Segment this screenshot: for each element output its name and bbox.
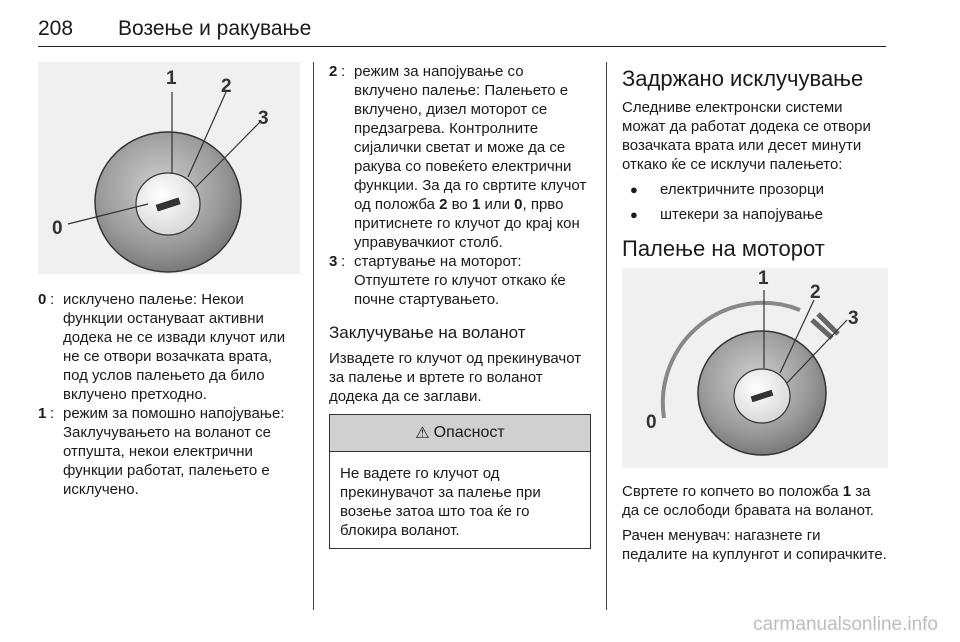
engine-start-text-2: Рачен менувач: нагазнете ги педалите на куплунгот и сопирачките. <box>622 527 887 563</box>
position-key: 1 <box>38 405 47 422</box>
retained-power-text: Следниве електронски системи можат да работат додека се отвори возачката врата или десет минути откако ќе се исклучи палењето: <box>622 99 871 173</box>
figure-label-0: 0 <box>646 412 657 433</box>
position-definition-3: 3 : стартување на моторот: Отпуштете го клучот откако ќе почне стартувањето. <box>329 252 591 309</box>
engine-start-text-1: Свртете го копчето во положба 1 за да се ослободи бравата на воланот. <box>622 483 874 519</box>
ignition-rotation-illustration <box>622 268 888 468</box>
position-key: 3 <box>329 253 338 270</box>
retained-power-list <box>622 180 888 224</box>
position-text: исклучено палење: Некои функции остануваат активни додека не се извади клучот или не се отвори возачката врата, под услов палењето да било вклучено претходно. <box>63 291 286 403</box>
steering-lock-heading: Заклучување на воланот <box>329 323 526 342</box>
page-title: Возење и ракување <box>118 17 312 40</box>
column-right <box>622 62 888 570</box>
column-divider <box>606 62 607 610</box>
ignition-switch-illustration <box>38 62 300 274</box>
figure-label-2: 2 <box>810 282 821 303</box>
position-text: режим за помошно напојување: Заклучувањето на воланот се отпушта, некои електрични функции работат, палењето е исклучено. <box>63 405 285 498</box>
figure-label-2: 2 <box>221 76 232 97</box>
list-item: ● штекери за напојување <box>622 205 888 224</box>
column-middle <box>329 62 591 549</box>
column-divider <box>313 62 314 610</box>
page-header <box>38 8 886 47</box>
steering-lock-text: Извадете го клучот од прекинувачот за палење и вртете го воланот додека да се заглави. <box>329 350 582 405</box>
position-key: 0 <box>38 291 47 308</box>
warning-triangle-icon: ⚠ <box>415 425 430 442</box>
page-number: 208 <box>38 17 74 40</box>
column-left <box>38 62 300 499</box>
figure-label-1: 1 <box>758 268 769 289</box>
position-definition-1: 1 : режим за помошно напојување: Заклучувањето на воланот се отпушта, некои електрични функции работат, палењето е исклучено. <box>38 404 300 499</box>
danger-title: Опасност <box>433 424 505 441</box>
position-definition-2: 2 : режим за напојување со вклучено палење: Палењето е вклучено, дизел моторот се предзагрева. Контролните сијалички светат и може да се ракува со повеќето електрични функции. За да го свртите клучот од положба 2 во 1 или 0, прво притиснете го клучот до крај кон управувачкиот столб. <box>329 62 591 252</box>
position-text: стартување на моторот: Отпуштете го клучот откако ќе почне стартувањето. <box>354 253 566 308</box>
ignition-switch-figure <box>38 62 300 274</box>
danger-text: Не вадете го клучот од прекинувачот за палење при возење затоа што тоа ќе го блокира воланот. <box>340 465 541 539</box>
position-text: режим за напојување со вклучено палење: Палењето е вклучено, дизел моторот се предзагрева. Контролните сијалички светат и може да се ракува со повеќето електрични функции. За да го свртите клучот од положба 2 во 1 или 0, прво притиснете го клучот до крај кон управувачкиот столб. <box>354 63 587 251</box>
retained-power-heading: Задржано исклучување <box>622 66 864 91</box>
list-item: ● електричните прозорци <box>622 180 888 199</box>
figure-label-3: 3 <box>258 108 269 129</box>
engine-start-figure <box>622 268 888 468</box>
position-key: 2 <box>329 63 338 80</box>
danger-box <box>329 414 591 549</box>
figure-label-0: 0 <box>52 218 63 239</box>
bullet-icon: ● <box>630 182 638 197</box>
bullet-icon: ● <box>630 207 638 222</box>
figure-label-3: 3 <box>848 308 859 329</box>
danger-header <box>330 415 590 452</box>
watermark: carmanualsonline.info <box>753 614 938 635</box>
position-definition-0: 0 : исклучено палење: Некои функции остануваат активни додека не се извади клучот или не се отвори возачката врата, под услов палењето да било вклучено претходно. <box>38 290 300 404</box>
engine-start-heading: Палење на моторот <box>622 236 825 261</box>
figure-label-1: 1 <box>166 68 177 89</box>
